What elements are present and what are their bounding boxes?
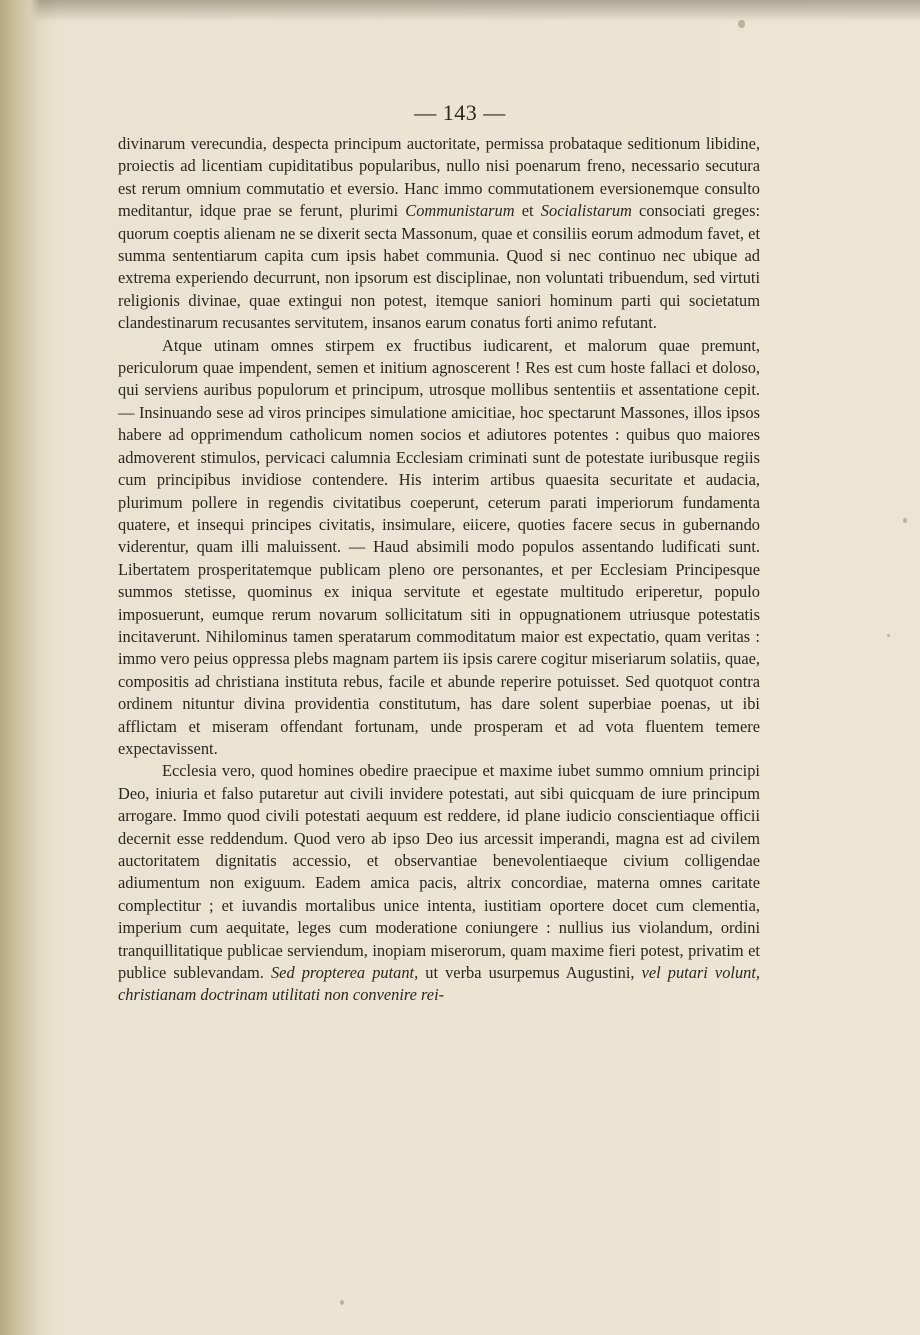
text-segment: consociati greges: quorum coeptis alienam ne se dixerit secta Massonum, quae et consiliis eorum admodum favet, et summa sententiarum capita cum ipsis habet communia. Quod si nec continuo nec ubique ad extrema experiendo decurrunt, non ipsorum est disciplinae, non voluntati tribuendum, sed virtuti religionis divinae, quae extingui non potest, itemque saniori hominum parti qui societatum clandestinarum recusantes servitutem, insanos earum conatus forti animo refutant. <box>118 201 761 333</box>
book-gutter <box>0 0 40 1335</box>
paper-speck <box>738 20 745 28</box>
italic-text-segment: Sed propterea putant, <box>270 963 419 983</box>
italic-text-segment: vel putari volunt, christianam doctrinam utilitati non convenire rei- <box>118 963 760 1005</box>
paragraph-1 <box>118 133 760 335</box>
paragraph-3 <box>118 760 760 1006</box>
text-segment: et <box>514 201 541 221</box>
paper-speck <box>903 518 907 523</box>
paper-speck <box>340 1300 344 1305</box>
top-edge-shadow <box>0 0 920 22</box>
text-segment: Ecclesia vero, quod homines obedire praecipue et maxime iubet summo omnium principi Deo, iniuria et falso putaretur aut civili invidere potestati, aut sibi quicquam de iure principum arrogare. Immo quod civili potestati aequum est reddere, id plane iudicio conscientiaque officii decernit esse reddendum. Quod vero ab ipso Deo ius arcessit imperandi, magna est ad civilem auctoritatem dignitatis accessio, et observantiae benevolentiaeque civium colligendae adiumentum non exiguum. Eadem amica pacis, altrix concordiae, materna omnes caritate complectitur ; et iuvandis mortalibus unice intenta, iustitiam oportere docet cum clementia, imperium cum aequitate, leges cum moderatione coniungere : nullius ius violandum, ordini tranquillitatique publicae serviendum, inopiam miserorum, quam maxime fieri potest, privatim et publice sublevandam. <box>118 761 760 983</box>
body-text <box>118 133 760 1007</box>
paper-speck <box>887 634 890 637</box>
text-segment: Atque utinam omnes stirpem ex fructibus iudicarent, et malorum quae premunt, periculorum quae impendent, semen et initium agnoscerent ! Res est cum hoste fallaci et doloso, qui serviens auribus populorum et principum, utrosque mollibus sententiis et assentatione cepit. — Insinuando sese ad viros principes simulatione amicitiae, hoc spectarunt Massones, illos ipsos habere ad opprimendum catholicum nomen socios et adiutores potentes : quibus quo maiores admoverent stimulos, pervicaci calumnia Ecclesiam criminati sunt de potestate iuribusque regiis cum principibus invidiose contendere. His interim artibus quaesita securitate et audacia, plurimum pollere in regendis civitatibus coeperunt, ceterum parati imperiorum fundamenta quatere, et insequi principes civitatis, insimulare, eiicere, quoties facere secus in gubernando viderentur, quam illi maluissent. — Haud absimili modo populos assentando ludificati sunt. Libertatem prosperitatemque publicam pleno ore personantes, et per Ecclesiam Principesque summos stetisse, quominus ex iniqua servitute et egestate multitudo eriperetur, populo imposuerunt, eumque rerum novarum sollicitatum siti in oppugnationem utriusque potestatis incitaverunt. Nihilominus tamen speratarum commoditatum maior est expectatio, quam veritas : immo vero peius oppressa plebs magnam partem iis ipsis carere cogitur miseriarum solatiis, quae, compositis ad christiana instituta rebus, facile et abunde reperire potuisset. Sed quotquot contra ordinem nituntur divina providentia constitutum, has dare solent superbiae poenas, ut ibi afflictam et miseram offendant fortunam, unde prosperam et ad vota fluentem temere expectavissent. <box>118 335 760 758</box>
page-number: — 143 — <box>414 100 506 125</box>
italic-text-segment: Socialistarum <box>540 201 632 221</box>
italic-text-segment: Communistarum <box>405 201 515 221</box>
text-segment: ut verba usurpemus Augustini, <box>418 963 642 983</box>
text-segment: divinarum verecundia, despecta principum auctoritate, permissa probataque seditionum libidine, proiectis ad licentiam cupiditatibus popularibus, nullo nisi poenarum freno, necessario secutura est rerum omnium commutatio et eversio. Hanc immo commutationem eversionemque consulto meditantur, idque prae se ferunt, plurimi <box>118 134 760 221</box>
paragraph-2 <box>118 335 760 761</box>
